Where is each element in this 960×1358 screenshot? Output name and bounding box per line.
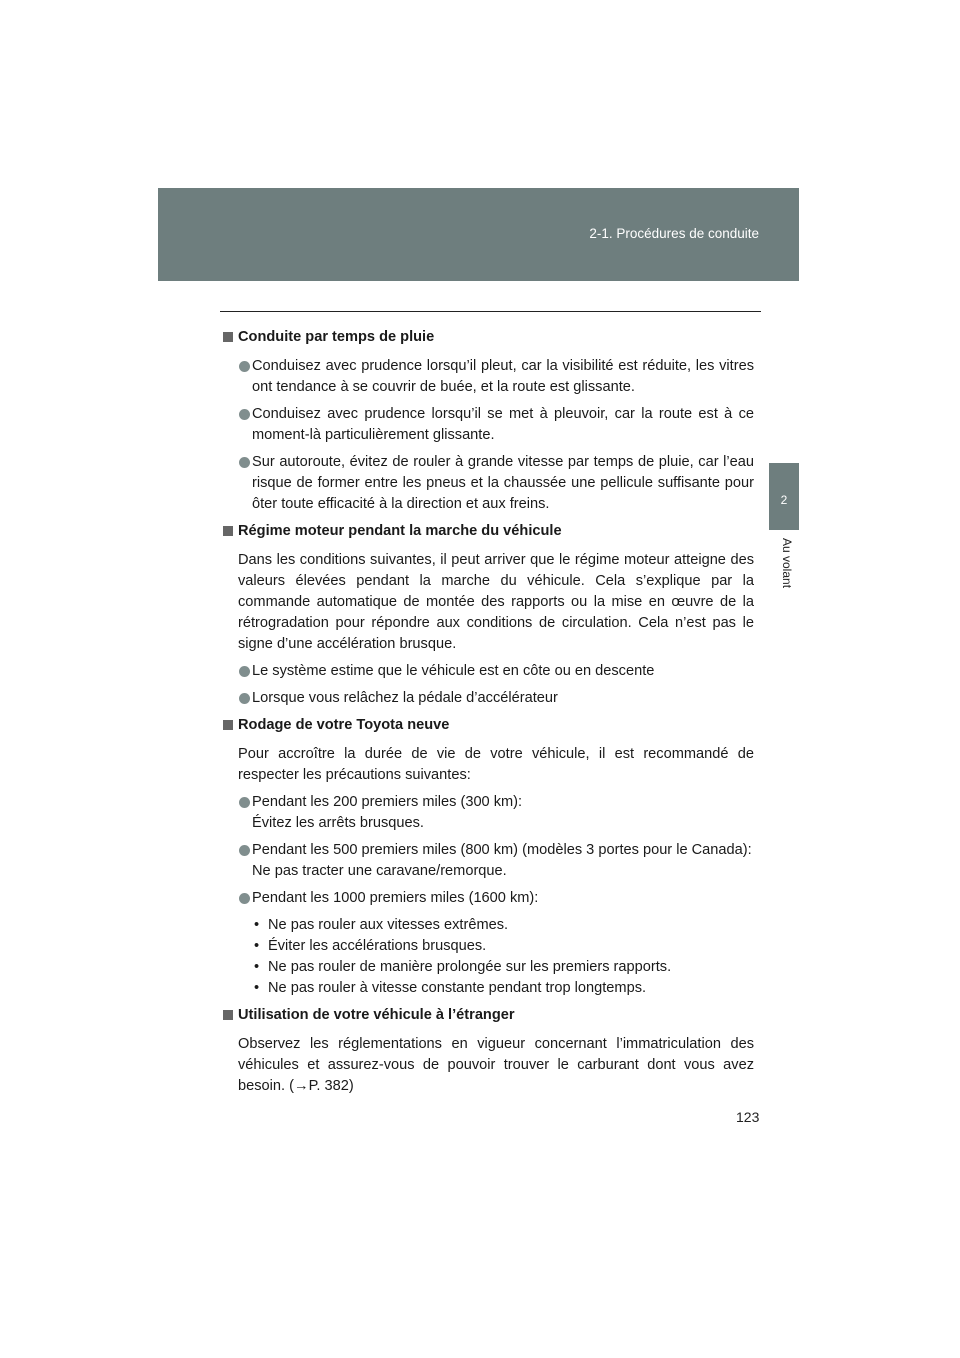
bullet-dot-icon xyxy=(239,845,250,856)
bullet-dot-icon xyxy=(239,797,250,808)
bullet-item: Conduisez avec prudence lorsqu’il pleut, car la visibilité est réduite, les vitres ont tendance à se couvrir de buée, et la route est glissante. xyxy=(222,356,754,398)
bullet-item: Pendant les 500 premiers miles (800 km) (modèles 3 portes pour le Canada): Ne pas tracter une caravane/remorque. xyxy=(222,840,754,882)
bullet-dot-icon xyxy=(239,457,250,468)
sub-list-item: • Éviter les accélérations brusques. xyxy=(254,936,754,957)
paragraph: Pour accroître la durée de vie de votre véhicule, il est recommandé de respecter les précautions suivantes: xyxy=(238,746,754,783)
list-marker: • xyxy=(254,959,260,975)
bullet-item: Le système estime que le véhicule est en côte ou en descente xyxy=(222,661,754,682)
bullet-dot-icon xyxy=(239,893,250,904)
heading-regime: Régime moteur pendant la marche du véhicule xyxy=(222,521,754,542)
heading-square-icon xyxy=(223,332,233,342)
sub-list xyxy=(222,915,754,999)
bullet-item: Pendant les 1000 premiers miles (1600 km): xyxy=(222,888,754,909)
bullet-item: Sur autoroute, évitez de rouler à grande vitesse par temps de pluie, car l’eau risque de former entre les pneus et la chaussée une pellicule suffisante pour ôter toute efficacité à la direction et aux freins. xyxy=(222,452,754,515)
bullet-item: Conduisez avec prudence lorsqu’il se met à pleuvoir, car la route est à ce moment-là particulièrement glissante. xyxy=(222,404,754,446)
paragraph: Observez les réglementations en vigueur concernant l’immatriculation des véhicules et assurez-vous de pouvoir trouver le carburant dont vous avez besoin. (→P. 382) xyxy=(238,1036,754,1094)
sub-list-item: • Ne pas rouler à vitesse constante pendant trop longtemps. xyxy=(254,978,754,999)
sub-list-item: • Ne pas rouler aux vitesses extrêmes. xyxy=(254,915,754,936)
bullet-item: Pendant les 200 premiers miles (300 km): Évitez les arrêts brusques. xyxy=(222,792,754,834)
page-content xyxy=(222,327,754,1103)
sub-list-item: • Ne pas rouler de manière prolongée sur les premiers rapports. xyxy=(254,957,754,978)
chapter-label: Au volant xyxy=(780,538,794,589)
page-header xyxy=(158,188,799,281)
bullet-item: Lorsque vous relâchez la pédale d’accélérateur xyxy=(222,688,754,709)
paragraph: Dans les conditions suivantes, il peut arriver que le régime moteur atteigne des valeurs élevées pendant la marche du véhicule. Cela s’explique par la commande automatique de montée des rapports ou la mise en œuvre de la rétrogradation pour répondre aux conditions de circulation. Cela n’est pas le signe d’une accélération brusque. xyxy=(238,552,754,652)
page-number: 123 xyxy=(736,1109,760,1125)
chapter-tab xyxy=(769,463,799,530)
heading-pluie: Conduite par temps de pluie xyxy=(222,327,754,348)
bullet-dot-icon xyxy=(239,409,250,420)
heading-square-icon xyxy=(223,720,233,730)
heading-square-icon xyxy=(223,526,233,536)
list-marker: • xyxy=(254,938,260,954)
section-title: 2-1. Procédures de conduite xyxy=(589,226,759,241)
bullet-dot-icon xyxy=(239,693,250,704)
bullet-dot-icon xyxy=(239,361,250,372)
heading-rodage: Rodage de votre Toyota neuve xyxy=(222,715,754,736)
list-marker: • xyxy=(254,980,260,996)
list-marker: • xyxy=(254,917,260,933)
heading-square-icon xyxy=(223,1010,233,1020)
top-rule xyxy=(220,311,761,312)
bullet-dot-icon xyxy=(239,666,250,677)
chapter-number: 2 xyxy=(780,493,788,507)
heading-etranger: Utilisation de votre véhicule à l’étranger xyxy=(222,1005,754,1026)
